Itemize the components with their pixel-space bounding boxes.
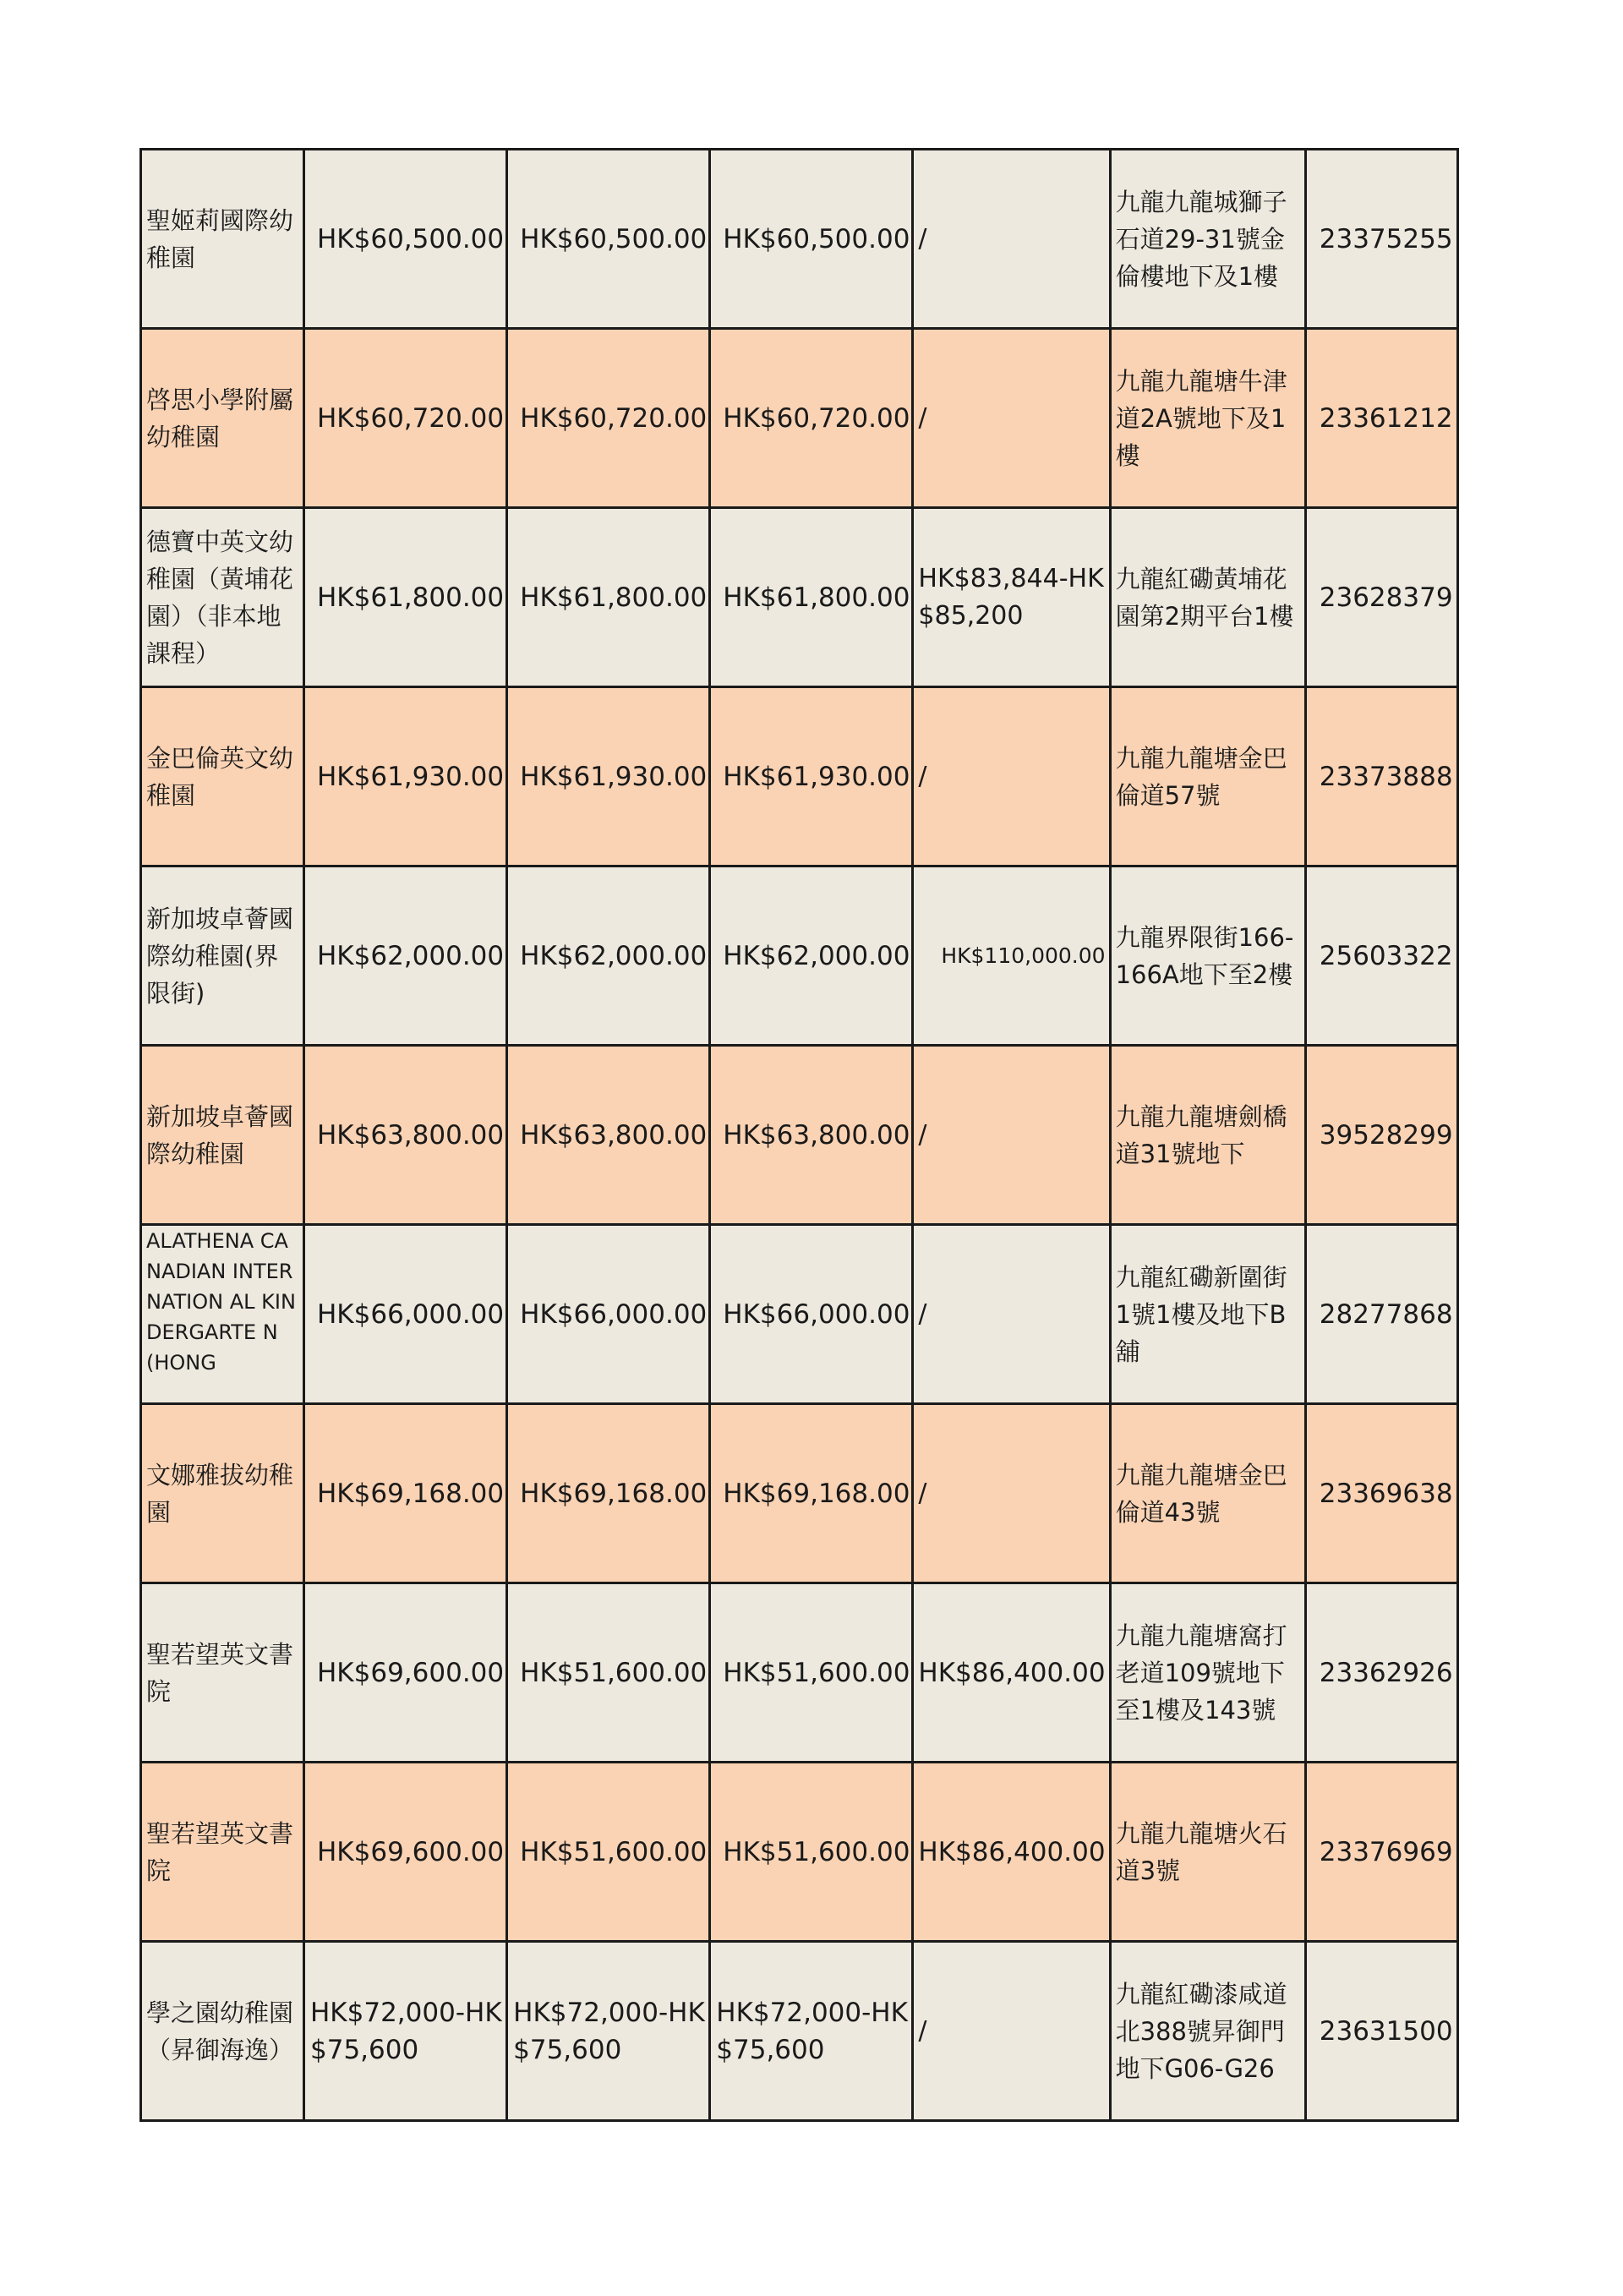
address-cell: 九龍紅磡新圍街1號1樓及地下B舖 <box>1110 1225 1305 1404</box>
fee-cell-3: HK$72,000-HK$75,600 <box>710 1942 913 2121</box>
phone-cell: 25603322 <box>1305 866 1457 1046</box>
school-name-cell: 聖若望英文書院 <box>141 1763 304 1942</box>
school-name-cell: 啓思小學附屬幼稚園 <box>141 329 304 508</box>
fee-cell-1: HK$60,500.00 <box>304 150 507 329</box>
school-name-cell: 新加坡卓薈國際幼稚園(界限街) <box>141 866 304 1046</box>
fee-cell-3: HK$61,930.00 <box>710 687 913 866</box>
extra-fee-cell: / <box>913 329 1110 508</box>
address-cell: 九龍九龍塘金巴倫道43號 <box>1110 1404 1305 1583</box>
table-row <box>141 866 1458 1046</box>
address-cell: 九龍界限街166-166A地下至2樓 <box>1110 866 1305 1046</box>
fee-cell-2: HK$63,800.00 <box>507 1046 710 1225</box>
address-cell: 九龍紅磡漆咸道北388號昇御門地下G06-G26 <box>1110 1942 1305 2121</box>
fee-cell-3: HK$62,000.00 <box>710 866 913 1046</box>
school-name-cell: 學之園幼稚園（昇御海逸） <box>141 1942 304 2121</box>
school-name-cell: 聖姬莉國際幼稚園 <box>141 150 304 329</box>
fee-cell-2: HK$51,600.00 <box>507 1583 710 1763</box>
kindergarten-fee-table <box>139 148 1459 2122</box>
extra-fee-cell: / <box>913 150 1110 329</box>
fee-cell-3: HK$51,600.00 <box>710 1763 913 1942</box>
phone-cell: 23375255 <box>1305 150 1457 329</box>
phone-cell: 23361212 <box>1305 329 1457 508</box>
table-row <box>141 687 1458 866</box>
school-name-cell: 新加坡卓薈國際幼稚園 <box>141 1046 304 1225</box>
fee-cell-3: HK$63,800.00 <box>710 1046 913 1225</box>
school-name-cell: ALATHENA CANADIAN INTERNATION AL KINDERGARTE N (HONG <box>141 1225 304 1404</box>
fee-cell-1: HK$61,930.00 <box>304 687 507 866</box>
fee-cell-3: HK$51,600.00 <box>710 1583 913 1763</box>
extra-fee-cell: / <box>913 1404 1110 1583</box>
extra-fee-cell: / <box>913 1225 1110 1404</box>
extra-fee-cell: HK$86,400.00 <box>913 1583 1110 1763</box>
address-cell: 九龍九龍塘牛津道2A號地下及1樓 <box>1110 329 1305 508</box>
extra-fee-cell: / <box>913 1942 1110 2121</box>
table-row <box>141 508 1458 687</box>
phone-cell: 23369638 <box>1305 1404 1457 1583</box>
fee-cell-3: HK$69,168.00 <box>710 1404 913 1583</box>
table-row <box>141 1763 1458 1942</box>
fee-cell-1: HK$63,800.00 <box>304 1046 507 1225</box>
fee-cell-1: HK$69,168.00 <box>304 1404 507 1583</box>
school-name-cell: 德寶中英文幼稚園（黃埔花園）（非本地課程） <box>141 508 304 687</box>
extra-fee-cell: HK$86,400.00 <box>913 1763 1110 1942</box>
fee-cell-2: HK$69,168.00 <box>507 1404 710 1583</box>
fee-cell-2: HK$60,720.00 <box>507 329 710 508</box>
fee-cell-3: HK$60,500.00 <box>710 150 913 329</box>
fee-cell-1: HK$69,600.00 <box>304 1583 507 1763</box>
extra-fee-cell: HK$83,844-HK$85,200 <box>913 508 1110 687</box>
fee-cell-1: HK$66,000.00 <box>304 1225 507 1404</box>
fee-cell-2: HK$60,500.00 <box>507 150 710 329</box>
extra-fee-cell: / <box>913 1046 1110 1225</box>
phone-cell: 23631500 <box>1305 1942 1457 2121</box>
table-row <box>141 150 1458 329</box>
fee-cell-2: HK$61,800.00 <box>507 508 710 687</box>
fee-cell-1: HK$62,000.00 <box>304 866 507 1046</box>
phone-cell: 28277868 <box>1305 1225 1457 1404</box>
fee-cell-2: HK$72,000-HK$75,600 <box>507 1942 710 2121</box>
table-row <box>141 1046 1458 1225</box>
extra-fee-cell: HK$110,000.00 <box>913 866 1110 1046</box>
fee-cell-1: HK$61,800.00 <box>304 508 507 687</box>
address-cell: 九龍九龍塘劍橋道31號地下 <box>1110 1046 1305 1225</box>
phone-cell: 23628379 <box>1305 508 1457 687</box>
table-row <box>141 1225 1458 1404</box>
address-cell: 九龍九龍城獅子石道29-31號金倫樓地下及1樓 <box>1110 150 1305 329</box>
fee-cell-3: HK$66,000.00 <box>710 1225 913 1404</box>
fee-cell-3: HK$60,720.00 <box>710 329 913 508</box>
fee-cell-2: HK$62,000.00 <box>507 866 710 1046</box>
fee-cell-2: HK$61,930.00 <box>507 687 710 866</box>
extra-fee-cell: / <box>913 687 1110 866</box>
table-row <box>141 1942 1458 2121</box>
school-name-cell: 聖若望英文書院 <box>141 1583 304 1763</box>
address-cell: 九龍九龍塘火石道3號 <box>1110 1763 1305 1942</box>
school-name-cell: 文娜雅拔幼稚園 <box>141 1404 304 1583</box>
fee-cell-3: HK$61,800.00 <box>710 508 913 687</box>
school-name-cell: 金巴倫英文幼稚園 <box>141 687 304 866</box>
fee-cell-1: HK$72,000-HK$75,600 <box>304 1942 507 2121</box>
table-row <box>141 1583 1458 1763</box>
phone-cell: 23376969 <box>1305 1763 1457 1942</box>
address-cell: 九龍九龍塘窩打老道109號地下至1樓及143號 <box>1110 1583 1305 1763</box>
address-cell: 九龍九龍塘金巴倫道57號 <box>1110 687 1305 866</box>
address-cell: 九龍紅磡黃埔花園第2期平台1樓 <box>1110 508 1305 687</box>
table-row <box>141 1404 1458 1583</box>
fee-cell-1: HK$69,600.00 <box>304 1763 507 1942</box>
phone-cell: 39528299 <box>1305 1046 1457 1225</box>
phone-cell: 23373888 <box>1305 687 1457 866</box>
fee-cell-2: HK$51,600.00 <box>507 1763 710 1942</box>
fee-cell-1: HK$60,720.00 <box>304 329 507 508</box>
table-row <box>141 329 1458 508</box>
fee-cell-2: HK$66,000.00 <box>507 1225 710 1404</box>
phone-cell: 23362926 <box>1305 1583 1457 1763</box>
